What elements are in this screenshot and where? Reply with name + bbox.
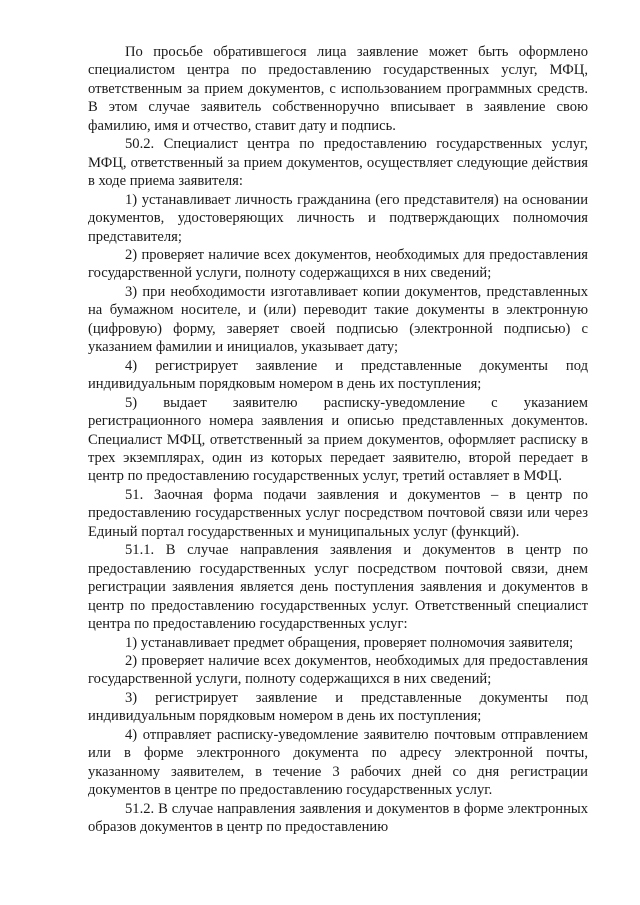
document-text [88, 43, 588, 836]
paragraph-51-1: 51.1. В случае направления заявления и документов в центр по предоставлению государственных услуг посредством почтовой связи, днем регистрации заявления является день поступления заявления и документов в центр по предоставлению государственных услуг. Ответственный специалист центра по предоставлению государственных услуг: [88, 542, 588, 633]
paragraph-51: 51. Заочная форма подачи заявления и документов – в центр по предоставлению государственных услуг посредством почтовой связи или через Единый портал государственных и муниципальных услуг (функций). [88, 486, 588, 540]
paragraph-51-1-item-1: 1) устанавливает предмет обращения, проверяет полномочия заявителя; [125, 634, 574, 651]
paragraph-51-2: 51.2. В случае направления заявления и документов в форме электронных образов документов в центр по предоставлению [88, 800, 588, 836]
paragraph-form-by-specialist: По просьбе обратившегося лица заявление может быть оформлено специалистом центра по предоставлению государственных услуг, МФЦ, ответственным за прием документов, с использованием программных средств. В этом случае заявитель собственноручно вписывает в заявление свою фамилию, имя и отчество, ставит дату и подпись. [88, 44, 588, 134]
paragraph-51-1-item-4: 4) отправляет расписку-уведомление заявителю почтовым отправлением или в форме электронного документа по адресу электронной почты, указанному заявителем, в течение 3 рабочих дней со дня регистрации документов в центре по предоставлению государственных услуг. [88, 726, 588, 799]
paragraph-50-2-item-2: 2) проверяет наличие всех документов, необходимых для предоставления государственной услуги, полноту содержащихся в них сведений; [88, 246, 588, 282]
paragraph-50-2: 50.2. Специалист центра по предоставлению государственных услуг, МФЦ, ответственный за прием документов, осуществляет следующие действия в ходе приема заявителя: [88, 136, 588, 190]
paragraph-50-2-item-4: 4) регистрирует заявление и представленные документы под индивидуальным порядковым номером в день их поступления; [88, 357, 588, 393]
paragraph-50-2-item-1: 1) устанавливает личность гражданина (его представителя) на основании документов, удостоверяющих личность и подтверждающих полномочия представителя; [88, 191, 588, 245]
paragraph-51-1-item-2: 2) проверяет наличие всех документов, необходимых для предоставления государственной услуги, полноту содержащихся в них сведений; [88, 652, 588, 688]
paragraph-51-1-item-3: 3) регистрирует заявление и представленные документы под индивидуальным порядковым номером в день их поступления; [88, 689, 588, 725]
paragraph-50-2-item-5: 5) выдает заявителю расписку-уведомление с указанием регистрационного номера заявления и описью представленных документов. Специалист МФЦ, ответственный за прием документов, оформляет расписку в трех экземплярах, один из которых передает заявителю, второй передает в центр по предоставлению государственных услуг, третий оставляет в МФЦ. [88, 394, 588, 485]
paragraph-50-2-item-3: 3) при необходимости изготавливает копии документов, представленных на бумажном носителе, и (или) переводит такие документы в электронную (цифровую) форму, заверяет своей подписью (электронной подписью) с указанием фамилии и инициалов, указывает дату; [88, 283, 588, 356]
